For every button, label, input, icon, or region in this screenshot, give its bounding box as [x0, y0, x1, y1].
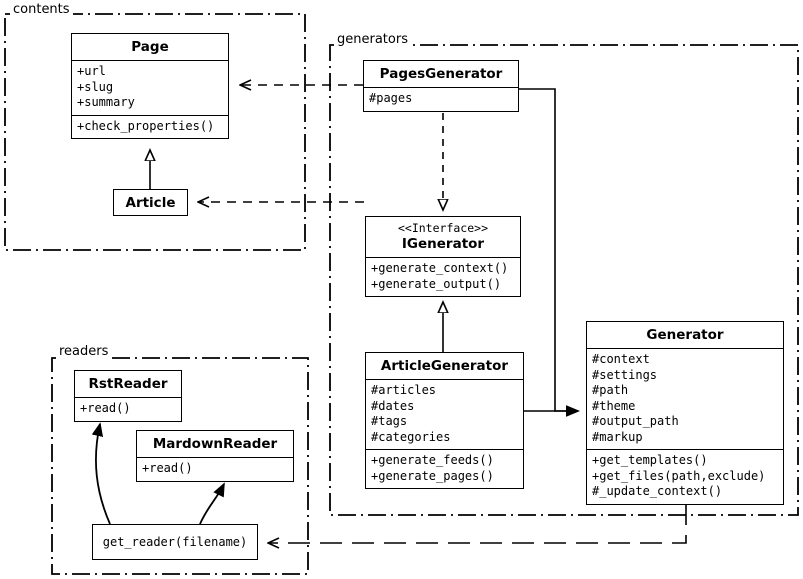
package-label-generators: generators [334, 32, 411, 47]
class-attribute: #tags [371, 414, 408, 428]
class-box-mardown-reader[interactable] [136, 430, 294, 482]
class-method: +generate_pages() [371, 468, 494, 483]
class-attributes-generator [587, 348, 783, 449]
class-attribute: #context [592, 352, 650, 366]
class-box-pages-generator[interactable] [363, 60, 519, 112]
class-box-article[interactable]: Article [113, 189, 188, 216]
class-method: +read() [142, 461, 193, 475]
class-attribute: #pages [369, 91, 413, 105]
class-methods-rst-reader [75, 397, 181, 421]
class-title-mardown-reader: MardownReader [152, 436, 278, 452]
class-attribute: +slug [77, 79, 114, 94]
class-methods-page [72, 115, 228, 139]
class-title-rst-reader: RstReader [88, 376, 168, 392]
class-box-generator[interactable] [586, 321, 784, 505]
class-method: +get_files(path,exclude) [592, 468, 766, 483]
package-label-contents: contents [10, 2, 73, 17]
class-attribute: #markup [592, 429, 643, 444]
class-box-rst-reader[interactable] [74, 370, 182, 422]
class-method: +get_templates() [592, 453, 708, 467]
class-title-pages-generator: PagesGenerator [379, 66, 503, 82]
class-methods-article-generator [366, 449, 523, 488]
class-attributes-page [72, 60, 228, 115]
class-box-igenerator[interactable] [365, 216, 521, 297]
class-method: +generate_output() [371, 276, 502, 291]
class-attributes-article-generator [366, 379, 523, 449]
class-attribute: #theme [592, 398, 636, 413]
class-attribute: +url [77, 64, 106, 78]
class-box-page[interactable] [71, 33, 229, 139]
class-stereotype-igenerator: <<Interface>> [397, 221, 488, 235]
class-method: #_update_context() [592, 484, 723, 498]
class-attribute: #path [592, 383, 629, 397]
package-label-readers: readers [56, 344, 111, 359]
class-attribute: #articles [371, 383, 437, 397]
class-methods-igenerator [366, 257, 520, 296]
class-title-page: Page [131, 39, 169, 55]
class-title-article-generator: ArticleGenerator [380, 358, 509, 374]
function-box-get-reader[interactable]: get_reader(filename) [92, 524, 258, 560]
class-attribute: #categories [371, 429, 451, 444]
class-title-generator: Generator [646, 327, 724, 343]
class-method: +read() [80, 401, 131, 415]
class-methods-generator [587, 449, 783, 504]
class-attribute: #dates [371, 398, 415, 413]
class-attribute: #settings [592, 367, 658, 382]
class-box-article-generator[interactable] [365, 352, 524, 489]
class-method: +generate_feeds() [371, 453, 494, 467]
class-attribute: #output_path [592, 414, 679, 428]
class-title-igenerator: IGenerator [401, 236, 485, 252]
class-attributes-pages-generator [364, 87, 518, 111]
class-method: +generate_context() [371, 261, 509, 275]
class-method: +check_properties() [77, 118, 215, 133]
class-methods-mardown-reader [137, 457, 293, 481]
class-attribute: +summary [77, 95, 135, 109]
